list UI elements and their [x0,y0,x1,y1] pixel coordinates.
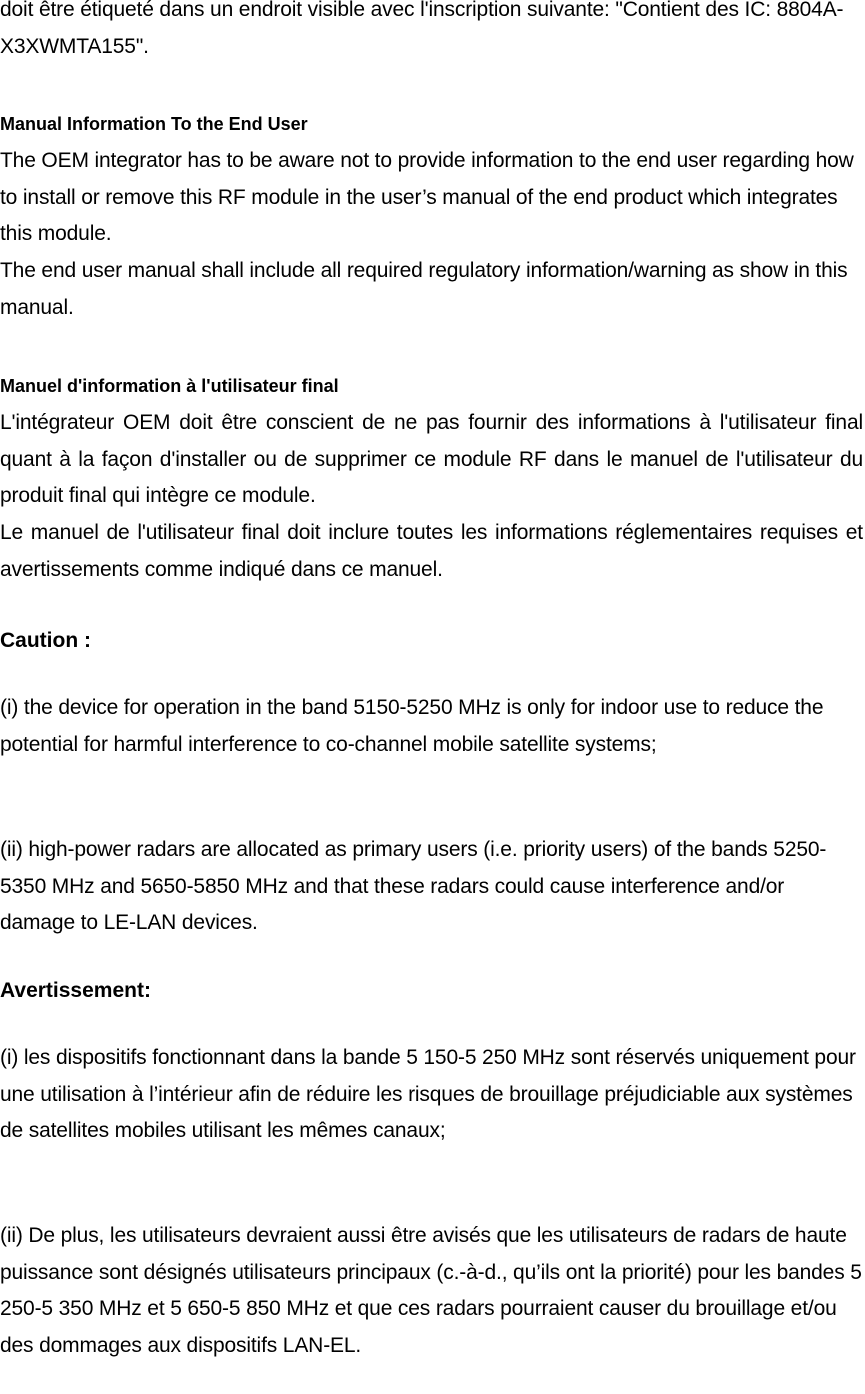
manual-fr-paragraph-2: Le manuel de l'utilisateur final doit inclure toutes les informations réglementaires requises et avertissements comme indiqué dans ce manuel. [0,521,863,581]
manual-en-paragraph-2: The end user manual shall include all required regulatory information/warning as show in this manual. [0,259,848,319]
manual-fr-paragraph-1: L'intégrateur OEM doit être conscient de ne pas fournir des informations à l'utilisateur final quant à la façon d'installer ou de supprimer ce module RF dans le manuel de l'utilisateur du produit final qui intègre ce module. [0,411,863,507]
caution-item-2: (ii) high-power radars are allocated as primary users (i.e. priority users) of the bands 5250-5350 MHz and 5650-5850 MHz and that these radars could cause interference and/or damage to LE-LAN devices. [0,838,827,934]
caution-item-1: (i) the device for operation in the band 5150-5250 MHz is only for indoor use to reduce the potential for harmful interference to co-channel mobile satellite systems; [0,696,824,756]
manual-fr-heading: Manuel d'information à l'utilisateur final [0,376,339,396]
avertissement-heading: Avertissement: [0,979,151,1002]
caution-heading: Caution : [0,629,91,652]
avertissement-item-1: (i) les dispositifs fonctionnant dans la bande 5 150-5 250 MHz sont réservés uniquement pour une utilisation à l’intérieur afin de réduire les risques de brouillage préjudiciable aux systèmes de satellites mobiles utilisant les mêmes canaux; [0,1046,856,1142]
avertissement-item-2: (ii) De plus, les utilisateurs devraient aussi être avisés que les utilisateurs de radars de haute puissance sont désignés utilisateurs principaux (c.-à-d., qu’ils ont la priorité) pour les bandes 5 250-5 350 MHz et 5 650-5 850 MHz et que ces radars pourraient causer du brouillage et/ou des dommages aux dispositifs LAN-EL. [0,1224,862,1357]
manual-en-paragraph-1: The OEM integrator has to be aware not to provide information to the end user regarding how to install or remove this RF module in the user’s manual of the end product which integrates this module. [0,149,854,245]
manual-en-heading: Manual Information To the End User [0,114,308,134]
intro-paragraph: doit être étiqueté dans un endroit visible avec l'inscription suivante: "Contient des IC: 8804A-X3XWMTA155". [0,0,844,58]
